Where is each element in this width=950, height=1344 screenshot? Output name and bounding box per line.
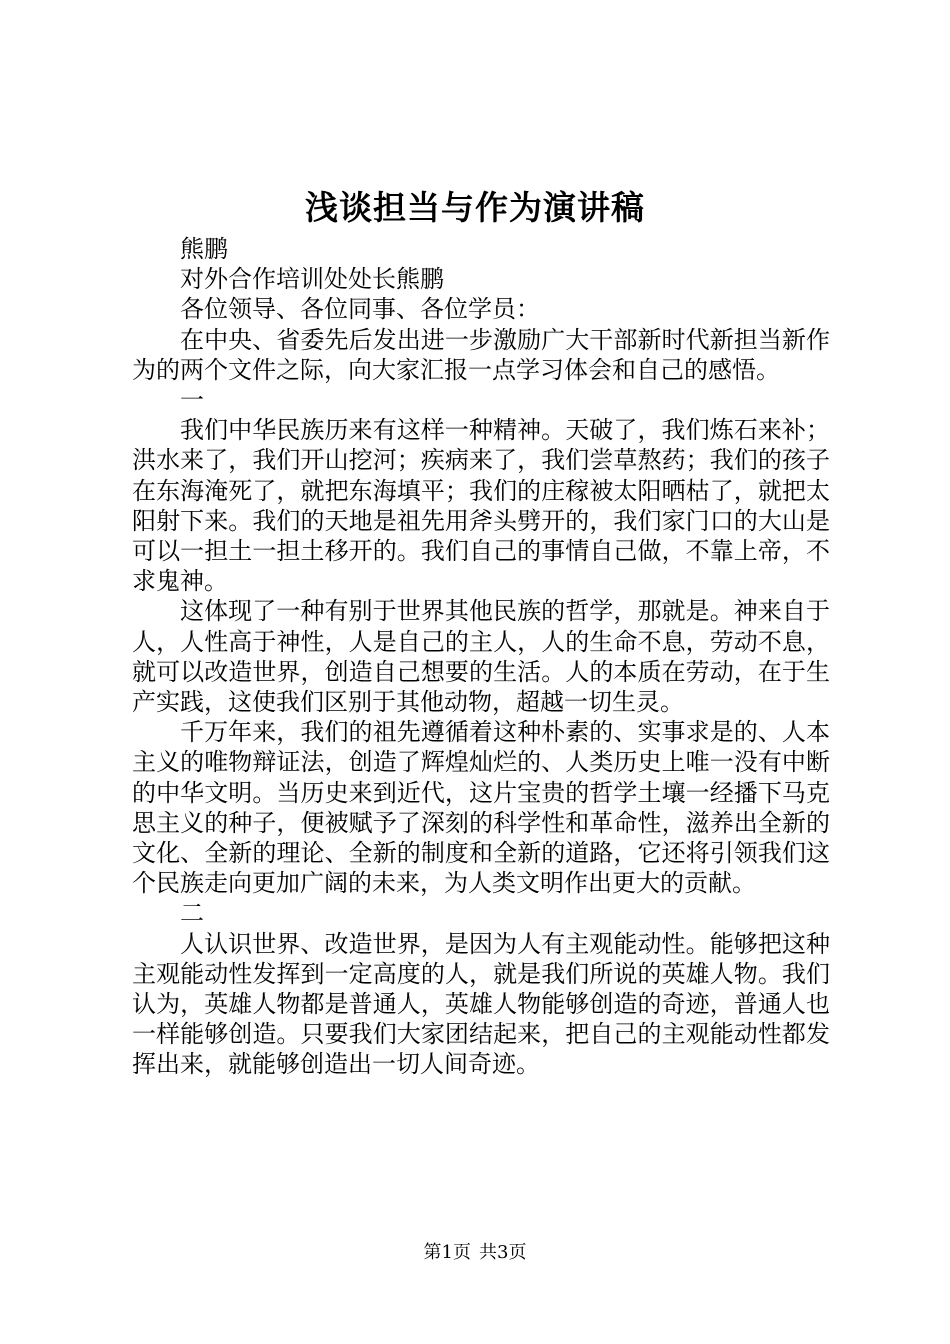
author-title-line: 对外合作培训处处长熊鹏 xyxy=(180,265,444,294)
page-footer xyxy=(0,1240,950,1266)
paragraph: 千万年来，我们的祖先遵循着这种朴素的、实事求是的、人本主义的唯物辩证法，创造了辉煌灿烂的、人类历史上唯一没有中断的中华文明。当历史来到近代，这片宝贵的哲学土壤一经播下马克思主义的种子，便被赋予了深刻的科学性和革命性，滋养出全新的文化、全新的理论、全新的制度和全新的道路，它还将引领我们这个民族走向更加广阔的未来，为人类文明作出更大的贡献。 xyxy=(132,718,830,898)
page-total: 共3页 xyxy=(479,1242,527,1263)
section-heading-one: 一 xyxy=(180,386,204,415)
salutation: 各位领导、各位同事、各位学员： xyxy=(180,295,540,324)
paragraph: 这体现了一种有别于世界其他民族的哲学，那就是。神来自于人，人性高于神性，人是自己的主人，人的生命不息，劳动不息，就可以改造世界，创造自己想要的生活。人的本质在劳动，在于生产实践，这使我们区别于其他动物，超越一切生灵。 xyxy=(132,597,830,717)
author-line: 熊鹏 xyxy=(180,235,228,263)
intro-paragraph: 在中央、省委先后发出进一步激励广大干部新时代新担当新作为的两个文件之际，向大家汇报一点学习体会和自己的感悟。 xyxy=(132,325,830,384)
paragraph: 我们中华民族历来有这样一种精神。天破了，我们炼石来补；洪水来了，我们开山挖河；疾病来了，我们尝草熬药；我们的孩子在东海淹死了，就把东海填平；我们的庄稼被太阳晒枯了，就把太阳射下来。我们的天地是祖先用斧头劈开的，我们家门口的大山是可以一担土一担土移开的。我们自己的事情自己做，不靠上帝，不求鬼神。 xyxy=(132,416,830,596)
page-number: 第1页 xyxy=(423,1242,471,1263)
paragraph: 人认识世界、改造世界，是因为人有主观能动性。能够把这种主观能动性发挥到一定高度的人，就是我们所说的英雄人物。我们认为，英雄人物都是普通人，英雄人物能够创造的奇迹，普通人也一样能够创造。只要我们大家团结起来，把自己的主观能动性都发挥出来，就能够创造出一切人间奇迹。 xyxy=(132,929,830,1079)
document-title: 浅谈担当与作为演讲稿 xyxy=(305,188,645,227)
document-body xyxy=(132,234,830,1080)
section-heading-two: 二 xyxy=(180,899,204,928)
